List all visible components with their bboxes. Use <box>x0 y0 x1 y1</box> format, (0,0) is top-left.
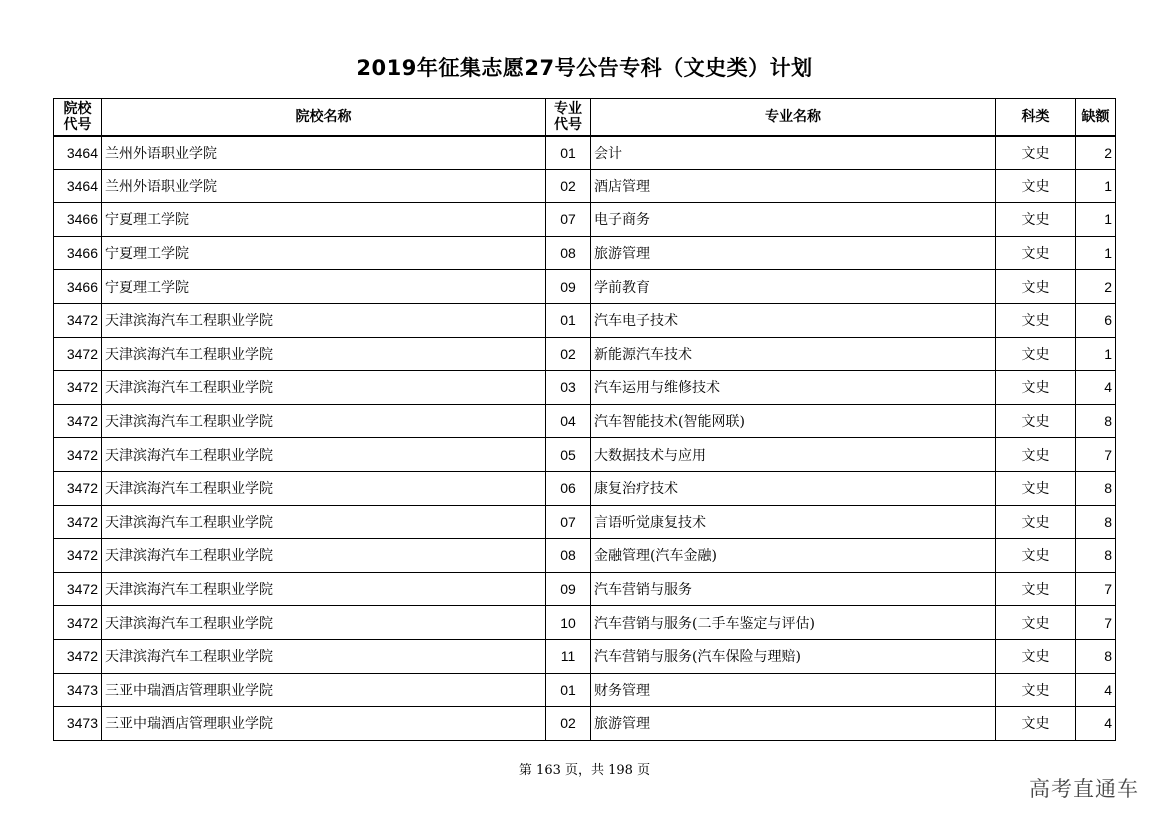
cell-category: 文史 <box>996 236 1076 270</box>
table-body <box>54 136 1116 741</box>
cell-vacancy: 4 <box>1076 371 1116 405</box>
cell-major-code: 10 <box>546 606 591 640</box>
cell-major-name: 新能源汽车技术 <box>591 337 996 371</box>
cell-school-name: 天津滨海汽车工程职业学院 <box>102 639 546 673</box>
enrollment-plan-table <box>53 98 1116 741</box>
table-row <box>54 270 1116 304</box>
cell-vacancy: 1 <box>1076 203 1116 237</box>
cell-major-code: 07 <box>546 505 591 539</box>
cell-vacancy: 1 <box>1076 337 1116 371</box>
cell-school-name: 天津滨海汽车工程职业学院 <box>102 572 546 606</box>
cell-school-name: 天津滨海汽车工程职业学院 <box>102 337 546 371</box>
cell-vacancy: 2 <box>1076 270 1116 304</box>
cell-school-code: 3464 <box>54 169 102 203</box>
cell-major-name: 学前教育 <box>591 270 996 304</box>
cell-vacancy: 6 <box>1076 303 1116 337</box>
cell-school-code: 3472 <box>54 639 102 673</box>
header-school-name: 院校名称 <box>102 99 546 136</box>
cell-vacancy: 7 <box>1076 438 1116 472</box>
cell-vacancy: 1 <box>1076 169 1116 203</box>
cell-major-name: 汽车营销与服务(汽车保险与理赔) <box>591 639 996 673</box>
cell-vacancy: 8 <box>1076 471 1116 505</box>
table-row <box>54 303 1116 337</box>
header-major-name: 专业名称 <box>591 99 996 136</box>
table-row <box>54 539 1116 573</box>
cell-school-code: 3472 <box>54 337 102 371</box>
header-school-code-line2: 代号 <box>63 116 92 133</box>
cell-major-name: 汽车电子技术 <box>591 303 996 337</box>
cell-category: 文史 <box>996 337 1076 371</box>
cell-major-name: 会计 <box>591 136 996 170</box>
cell-school-code: 3473 <box>54 673 102 707</box>
table-row <box>54 673 1116 707</box>
cell-vacancy: 4 <box>1076 673 1116 707</box>
cell-vacancy: 8 <box>1076 539 1116 573</box>
header-category: 科类 <box>996 99 1076 136</box>
cell-major-name: 金融管理(汽车金融) <box>591 539 996 573</box>
cell-category: 文史 <box>996 606 1076 640</box>
cell-major-code: 03 <box>546 371 591 405</box>
cell-school-code: 3472 <box>54 572 102 606</box>
cell-vacancy: 7 <box>1076 572 1116 606</box>
cell-school-name: 三亚中瑞酒店管理职业学院 <box>102 673 546 707</box>
cell-school-name: 宁夏理工学院 <box>102 236 546 270</box>
table-row <box>54 203 1116 237</box>
cell-category: 文史 <box>996 707 1076 741</box>
cell-major-code: 06 <box>546 471 591 505</box>
cell-school-code: 3472 <box>54 404 102 438</box>
cell-category: 文史 <box>996 404 1076 438</box>
cell-school-name: 天津滨海汽车工程职业学院 <box>102 404 546 438</box>
cell-school-code: 3472 <box>54 606 102 640</box>
cell-major-code: 09 <box>546 270 591 304</box>
cell-major-code: 08 <box>546 236 591 270</box>
cell-major-name: 旅游管理 <box>591 236 996 270</box>
cell-category: 文史 <box>996 639 1076 673</box>
table-row <box>54 169 1116 203</box>
cell-vacancy: 2 <box>1076 136 1116 170</box>
cell-major-code: 02 <box>546 707 591 741</box>
header-major-code-line2: 代号 <box>554 116 582 133</box>
cell-major-code: 01 <box>546 136 591 170</box>
cell-major-name: 酒店管理 <box>591 169 996 203</box>
header-vacancy: 缺额 <box>1076 99 1116 136</box>
table-row <box>54 471 1116 505</box>
cell-vacancy: 8 <box>1076 639 1116 673</box>
cell-school-code: 3466 <box>54 203 102 237</box>
cell-school-name: 天津滨海汽车工程职业学院 <box>102 505 546 539</box>
cell-major-code: 02 <box>546 169 591 203</box>
cell-major-name: 汽车营销与服务 <box>591 572 996 606</box>
cell-major-code: 04 <box>546 404 591 438</box>
cell-vacancy: 8 <box>1076 404 1116 438</box>
cell-major-code: 07 <box>546 203 591 237</box>
cell-major-name: 汽车营销与服务(二手车鉴定与评估) <box>591 606 996 640</box>
cell-school-code: 3472 <box>54 438 102 472</box>
cell-vacancy: 7 <box>1076 606 1116 640</box>
cell-category: 文史 <box>996 471 1076 505</box>
table-header-row <box>54 99 1116 136</box>
cell-school-code: 3472 <box>54 505 102 539</box>
cell-major-name: 财务管理 <box>591 673 996 707</box>
cell-major-name: 电子商务 <box>591 203 996 237</box>
cell-major-name: 大数据技术与应用 <box>591 438 996 472</box>
cell-school-code: 3472 <box>54 539 102 573</box>
cell-school-name: 三亚中瑞酒店管理职业学院 <box>102 707 546 741</box>
cell-category: 文史 <box>996 539 1076 573</box>
cell-vacancy: 4 <box>1076 707 1116 741</box>
table-row <box>54 337 1116 371</box>
cell-school-name: 天津滨海汽车工程职业学院 <box>102 539 546 573</box>
table-row <box>54 404 1116 438</box>
cell-school-code: 3472 <box>54 471 102 505</box>
cell-school-code: 3466 <box>54 236 102 270</box>
cell-major-name: 汽车智能技术(智能网联) <box>591 404 996 438</box>
watermark-text: 高考直通车 <box>1029 777 1139 801</box>
header-major-code-line1: 专业 <box>554 100 582 117</box>
cell-school-code: 3466 <box>54 270 102 304</box>
cell-school-code: 3464 <box>54 136 102 170</box>
cell-major-code: 01 <box>546 303 591 337</box>
cell-major-code: 01 <box>546 673 591 707</box>
cell-major-code: 11 <box>546 639 591 673</box>
header-school-code-line1: 院校 <box>63 100 92 117</box>
cell-school-name: 天津滨海汽车工程职业学院 <box>102 471 546 505</box>
table-row <box>54 505 1116 539</box>
cell-major-name: 康复治疗技术 <box>591 471 996 505</box>
table-row <box>54 707 1116 741</box>
table-row <box>54 572 1116 606</box>
table-row <box>54 236 1116 270</box>
cell-major-name: 汽车运用与维修技术 <box>591 371 996 405</box>
cell-category: 文史 <box>996 371 1076 405</box>
cell-major-name: 言语听觉康复技术 <box>591 505 996 539</box>
cell-major-code: 05 <box>546 438 591 472</box>
cell-school-name: 兰州外语职业学院 <box>102 169 546 203</box>
table-row <box>54 371 1116 405</box>
cell-school-name: 天津滨海汽车工程职业学院 <box>102 606 546 640</box>
cell-school-name: 天津滨海汽车工程职业学院 <box>102 371 546 405</box>
cell-category: 文史 <box>996 270 1076 304</box>
cell-school-name: 天津滨海汽车工程职业学院 <box>102 438 546 472</box>
cell-school-code: 3472 <box>54 303 102 337</box>
cell-school-name: 宁夏理工学院 <box>102 270 546 304</box>
cell-school-name: 天津滨海汽车工程职业学院 <box>102 303 546 337</box>
cell-major-name: 旅游管理 <box>591 707 996 741</box>
cell-category: 文史 <box>996 572 1076 606</box>
table-row <box>54 606 1116 640</box>
cell-vacancy: 1 <box>1076 236 1116 270</box>
table-row <box>54 639 1116 673</box>
cell-category: 文史 <box>996 505 1076 539</box>
cell-school-code: 3473 <box>54 707 102 741</box>
cell-category: 文史 <box>996 438 1076 472</box>
header-school-code <box>54 99 102 136</box>
cell-school-name: 兰州外语职业学院 <box>102 136 546 170</box>
cell-vacancy: 8 <box>1076 505 1116 539</box>
cell-major-code: 02 <box>546 337 591 371</box>
cell-category: 文史 <box>996 673 1076 707</box>
page-title: 2019年征集志愿27号公告专科（文史类）计划 <box>356 56 813 80</box>
cell-major-code: 09 <box>546 572 591 606</box>
cell-school-code: 3472 <box>54 371 102 405</box>
table-row <box>54 136 1116 170</box>
page-number: 第 163 页，共 198 页 <box>518 763 651 778</box>
cell-category: 文史 <box>996 203 1076 237</box>
header-major-code <box>546 99 591 136</box>
cell-major-code: 08 <box>546 539 591 573</box>
table-row <box>54 438 1116 472</box>
cell-category: 文史 <box>996 169 1076 203</box>
cell-category: 文史 <box>996 136 1076 170</box>
cell-school-name: 宁夏理工学院 <box>102 203 546 237</box>
cell-category: 文史 <box>996 303 1076 337</box>
